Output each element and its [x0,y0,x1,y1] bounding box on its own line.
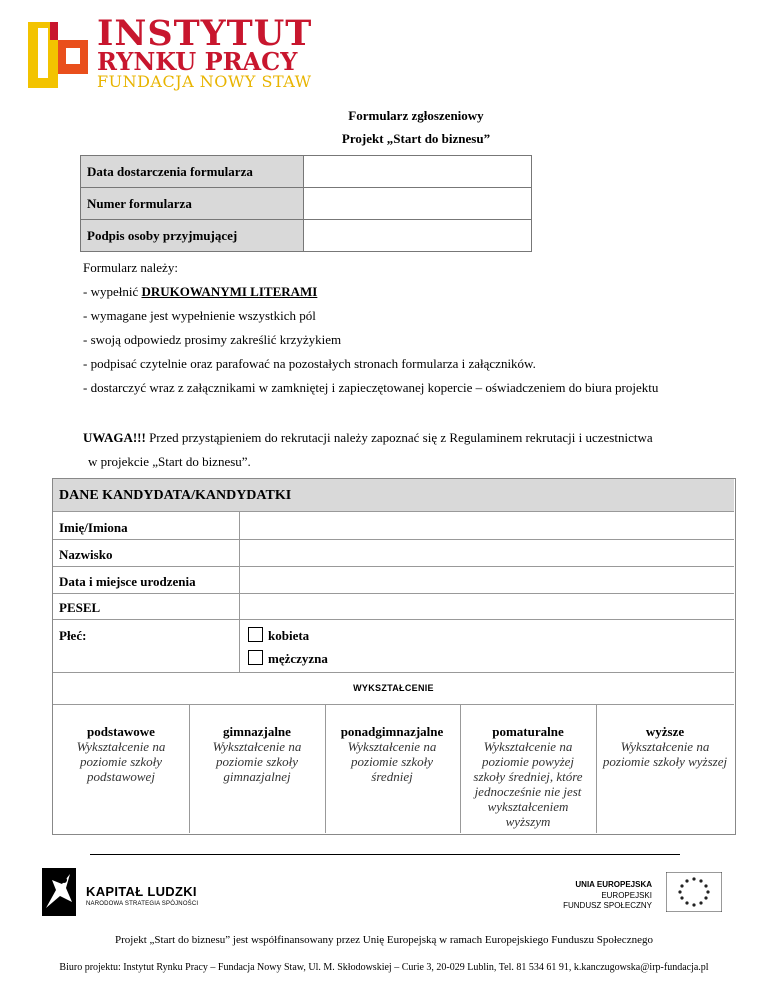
first-names-label: Imię/Imiona [59,520,128,535]
delivery-date-field[interactable] [304,156,532,188]
divider [460,705,461,833]
divider [53,704,734,705]
kl-title: KAPITAŁ LUDZKI [86,884,197,899]
notice-label: UWAGA!!! [83,430,146,445]
notice-line-1 [83,431,653,444]
male-checkbox[interactable] [248,650,263,665]
education-title: WYKSZTAŁCENIE [353,683,434,693]
education-option-higher[interactable] [602,724,728,769]
logo-text-foundation: FUNDACJA NOWY STAW [97,72,312,91]
education-higher-desc: Wykształcenie na poziomie szkoły wyższej [602,739,728,769]
office-use-table [80,155,532,252]
education-upper-secondary-desc: Wykształcenie na poziomie szkoły średniej [347,739,437,784]
kapital-ludzki-emblem-icon [42,868,76,916]
education-option-post-secondary[interactable] [465,724,591,829]
instruction-item-2: - wymagane jest wypełnienie wszystkich pól [83,308,316,323]
instruction-item-4: - podpisać czytelnie oraz parafować na pozostałych stronach formularza i załączników. [83,356,536,371]
education-option-lower-secondary[interactable] [195,724,319,784]
education-post-secondary-desc: Wykształcenie na poziomie powyżej szkoły średniej, które jednocześnie nie jest wykształceniem wyższym [473,739,583,829]
form-title: Formularz zgłoszeniowy [348,108,484,123]
sex-label: Płeć: [59,628,87,643]
sex-option-male[interactable] [248,650,328,667]
education-primary-name: podstawowe [87,724,155,739]
notice-text-2: w projekcie „Start do biznesu”. [88,454,251,469]
education-option-upper-secondary[interactable] [330,724,454,784]
project-title: Projekt „Start do biznesu” [341,131,491,146]
form-number-label: Numer formularza [81,188,304,220]
divider [239,619,240,672]
pesel-label: PESEL [59,600,101,615]
education-post-secondary-name: pomaturalne [492,724,564,739]
cofinance-note: Projekt „Start do biznesu” jest współfinansowany przez Unię Europejską w ramach Europejskiego Funduszu Społecznego [115,934,653,946]
form-number-field[interactable] [304,188,532,220]
divider [53,672,734,673]
receiver-signature-label: Podpis osoby przyjmującej [81,220,304,252]
female-label: kobieta [268,628,310,643]
eu-flag-icon [666,872,722,912]
institute-logo-mark [28,22,90,88]
instruction-item-1-emphasis: DRUKOWANYMI LITERAMI [141,284,318,299]
education-upper-secondary-name: ponadgimnazjalne [340,724,444,739]
divider [53,619,734,620]
divider [189,705,190,833]
logo-text-institute: INSTYTUT [97,13,313,54]
kl-subtitle: NARODOWA STRATEGIA SPÓJNOŚCI [86,901,199,907]
kapital-ludzki-logo [42,868,222,916]
education-higher-name: wyższe [645,724,685,739]
table-row [81,220,532,252]
education-lower-secondary-desc: Wykształcenie na poziomie szkoły gimnazjalnej [212,739,302,784]
eu-text-3: FUNDUSZ SPOŁECZNY [563,901,652,910]
female-checkbox[interactable] [248,627,263,642]
notice-text-1: Przed przystąpieniem do rekrutacji należy zapoznać się z Regulaminem rekrutacji i uczestnictwa [145,430,653,445]
eu-text-1: UNIA EUROPEJSKA [575,880,652,889]
office-address: Biuro projektu: Instytut Rynku Pracy – Fundacja Nowy Staw, Ul. M. Skłodowskiej – Curie 3, 20-029 Lublin, Tel. 81 534 61 91, k.kanczugowska@irp-fundacja.pl [59,962,709,973]
footer-divider [90,854,680,855]
last-name-field[interactable] [240,540,734,566]
eu-logo [562,866,728,921]
last-name-label: Nazwisko [59,547,113,562]
divider [596,705,597,833]
first-names-field[interactable] [240,512,734,539]
instruction-item-1-prefix: - wypełnić [83,284,142,299]
table-row [81,156,532,188]
candidate-section-title: DANE KANDYDATA/KANDYDATKI [59,488,292,503]
birth-field[interactable] [240,567,734,593]
instruction-item-3: - swoją odpowiedz prosimy zakreślić krzyżykiem [83,332,342,347]
delivery-date-label: Data dostarczenia formularza [81,156,304,188]
receiver-signature-field[interactable] [304,220,532,252]
male-label: mężczyzna [268,651,328,666]
eu-text-2: EUROPEJSKI [601,891,652,900]
education-option-primary[interactable] [59,724,183,784]
education-primary-desc: Wykształcenie na poziomie szkoły podstawowej [76,739,166,784]
table-row [81,188,532,220]
instructions-intro: Formularz należy: [83,260,178,275]
pesel-field[interactable] [240,594,734,619]
sex-option-female[interactable] [248,627,309,644]
education-lower-secondary-name: gimnazjalne [223,724,291,739]
divider [325,705,326,833]
logo-text-labour-market: RYNKU PRACY [97,47,298,76]
instruction-item-5: - dostarczyć wraz z załącznikami w zamkniętej i zapieczętowanej kopercie – oświadczeniem do biura projektu [83,380,659,395]
instruction-item-1 [83,285,317,298]
birth-label: Data i miejsce urodzenia [59,574,196,589]
